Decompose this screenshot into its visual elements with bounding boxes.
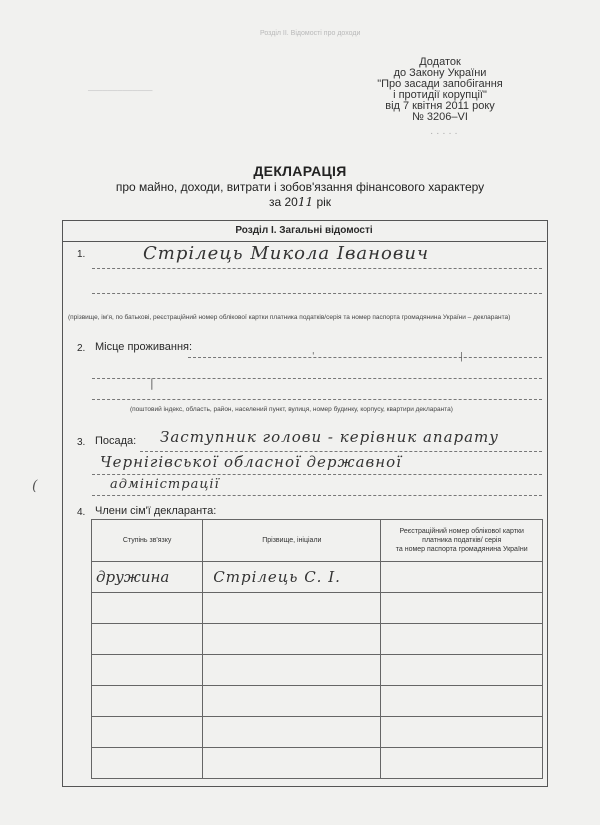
- relation-cell: [92, 562, 203, 593]
- position-handwritten-line-3: адміністрації: [110, 477, 220, 492]
- appendix-line: до Закону України: [393, 67, 487, 79]
- table-row: [92, 686, 543, 717]
- family-members-table: [91, 519, 543, 779]
- column-header-id-line: та номер паспорта громадянина України: [395, 546, 528, 553]
- residence-label: Місце проживання:: [95, 341, 193, 353]
- id-cell: [381, 748, 543, 779]
- id-cell: [381, 562, 543, 593]
- name-cell: [203, 593, 381, 624]
- name-handwritten: Стрілець С. І.: [213, 568, 341, 586]
- appendix-line: № 3206–VI: [412, 111, 468, 123]
- position-label: Посада:: [95, 435, 137, 447]
- item-2-line: [92, 378, 542, 379]
- document-year: [0, 195, 600, 209]
- item-2-line: [188, 357, 542, 358]
- column-header-id: [381, 520, 543, 562]
- item-3-number: 3.: [77, 437, 86, 448]
- appendix-note: [355, 57, 525, 123]
- year-prefix: за 20: [268, 195, 298, 209]
- pen-mark: ': [312, 352, 315, 362]
- column-header-id-line: Реєстраційний номер облікової картки: [399, 528, 524, 535]
- relation-cell: [92, 593, 203, 624]
- relation-cell: [92, 624, 203, 655]
- item-1-hint: (прізвище, ім'я, по батькові, реєстраційний номер облікової картки платника податків/серія та номер паспорта громадянина України – декларанта): [68, 314, 511, 321]
- section-heading: Розділ І. Загальні відомості: [62, 220, 546, 242]
- id-cell: [381, 686, 543, 717]
- name-cell: [203, 717, 381, 748]
- table-row: [92, 748, 543, 779]
- name-cell: [203, 624, 381, 655]
- column-header-relation: Ступінь зв'язку: [92, 520, 203, 562]
- document-subtitle: про майно, доходи, витрати і зобов'язання фінансового характеру: [115, 180, 485, 194]
- name-cell: [203, 655, 381, 686]
- relation-cell: [92, 655, 203, 686]
- margin-pen-mark: (: [32, 478, 38, 494]
- relation-cell: [92, 717, 203, 748]
- document-title: ДЕКЛАРАЦІЯ: [253, 163, 347, 179]
- appendix-line: "Про засади запобігання: [377, 78, 503, 90]
- pen-mark: |: [150, 377, 154, 390]
- year-suffix: рік: [316, 195, 332, 209]
- appendix-line: і протидії корупції": [393, 89, 487, 101]
- bleed-through-text: · · · · ·: [430, 128, 458, 139]
- relation-cell: [92, 748, 203, 779]
- item-3-line: [140, 451, 542, 452]
- table-row: [92, 562, 543, 593]
- position-handwritten-line-1: Заступник голови - керівник апарату: [160, 428, 499, 446]
- name-cell: [203, 562, 381, 593]
- table-row: [92, 655, 543, 686]
- position-handwritten-line-2: Чернігівської обласної державної: [100, 453, 402, 471]
- pen-mark: |: [460, 352, 464, 362]
- column-header-name: Прізвище, ініціали: [203, 520, 381, 562]
- item-2-hint: (поштовий індекс, область, район, населений пункт, вулиця, номер будинку, корпусу, квартири декларанта): [130, 406, 453, 413]
- year-handwritten: 11: [297, 195, 314, 209]
- item-2-number: 2.: [77, 343, 86, 354]
- table-row: [92, 624, 543, 655]
- item-1-line: [92, 293, 542, 294]
- item-1-line: [92, 268, 542, 269]
- bleed-through-text: Розділ ІІ. Відомості про доходи: [260, 30, 361, 37]
- item-3-line: [92, 495, 542, 496]
- item-1-number: 1.: [77, 249, 86, 260]
- id-cell: [381, 655, 543, 686]
- family-members-label: Члени сім'ї декларанта:: [95, 505, 217, 517]
- name-cell: [203, 748, 381, 779]
- table-row: [92, 593, 543, 624]
- appendix-line: від 7 квітня 2011 року: [385, 100, 495, 112]
- id-cell: [381, 593, 543, 624]
- id-cell: [381, 717, 543, 748]
- table-header-row: [92, 520, 543, 562]
- column-header-id-line: платника податків/ серія: [422, 537, 502, 544]
- relation-cell: [92, 686, 203, 717]
- id-cell: [381, 624, 543, 655]
- appendix-line: Додаток: [419, 56, 461, 68]
- declarant-name-handwritten: Стрілець Микола Іванович: [143, 243, 430, 264]
- bleed-through-text: ─────────────: [88, 88, 153, 95]
- table-row: [92, 717, 543, 748]
- item-4-number: 4.: [77, 507, 86, 518]
- item-2-line: [92, 399, 542, 400]
- name-cell: [203, 686, 381, 717]
- item-3-line: [92, 474, 542, 475]
- relation-handwritten: дружина: [96, 568, 170, 586]
